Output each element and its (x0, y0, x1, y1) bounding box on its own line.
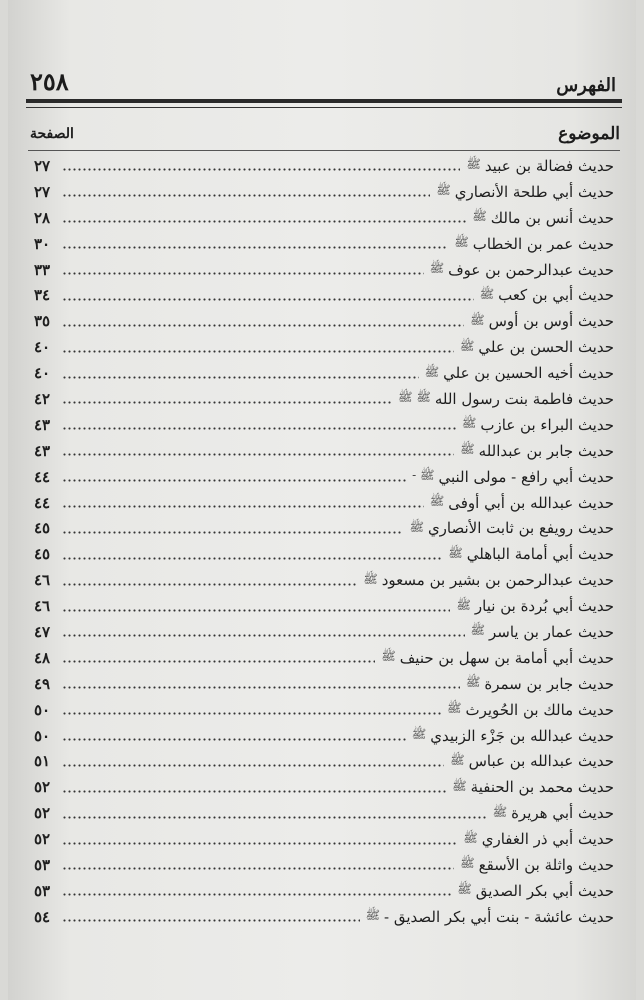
honorific-glyph-icon: ﷺ (448, 545, 463, 560)
dot-leader (62, 609, 450, 612)
dot-leader (62, 660, 375, 663)
toc-entry-page: ٤٥ (34, 519, 51, 538)
honorific-glyph-icon: ﷺ - (412, 468, 435, 483)
honorific-glyph-icon: ﷺ (470, 623, 486, 638)
toc-entry (34, 619, 614, 645)
table-of-contents (34, 153, 614, 930)
toc-entry-title: حديث عمار بن ياسر (489, 622, 614, 641)
book-page (8, 0, 636, 1000)
toc-entry (34, 904, 614, 930)
honorific-glyph-icon: ﷺ (472, 209, 487, 224)
dot-leader (62, 350, 454, 353)
toc-entry-title: حديث واثلة بن الأسقع (478, 855, 614, 874)
toc-entry-title: حديث رويفع بن ثابت الأنصاري (427, 519, 614, 538)
dot-leader (62, 583, 357, 586)
dot-leader (62, 919, 360, 922)
toc-entry (34, 774, 614, 800)
toc-entry-title: حديث فاطمة بنت رسول الله (434, 389, 614, 408)
column-page-label: الصفحة (30, 126, 74, 142)
toc-entry-title: حديث أبي هريرة (511, 804, 614, 823)
honorific-glyph-icon: ﷺ (470, 312, 485, 327)
honorific-glyph-icon: ﷺ (461, 416, 477, 431)
toc-entry (34, 541, 614, 567)
toc-entry-page: ٢٧ (34, 182, 51, 201)
honorific-glyph-icon: ﷺ (409, 519, 424, 534)
honorific-glyph-icon: ﷺ (450, 752, 465, 767)
toc-entry-page: ٢٨ (34, 208, 51, 227)
toc-entry (34, 490, 614, 516)
honorific-glyph-icon: ﷺ (457, 882, 472, 897)
toc-entry-page: ٣٠ (34, 234, 51, 253)
toc-entry-page: ٥٢ (34, 804, 51, 823)
toc-entry-title: حديث عبدالرحمن بن عوف (448, 260, 614, 279)
toc-entry-page: ٤٨ (34, 648, 51, 667)
honorific-glyph-icon: ﷺ (411, 727, 427, 742)
toc-entry (34, 697, 614, 723)
toc-entry (34, 515, 614, 541)
toc-entry-page: ٤٠ (34, 338, 51, 357)
toc-entry-page: ٤٠ (34, 364, 51, 383)
toc-entry-title: حديث أخيه الحسين بن علي (443, 364, 614, 383)
toc-entry (34, 205, 614, 231)
page-number: ٢٥٨ (30, 67, 69, 96)
toc-entry (34, 334, 614, 360)
honorific-glyph-icon: ﷺ (460, 442, 475, 457)
toc-entry-page: ٤٣ (34, 415, 51, 434)
toc-entry-title: حديث أبي طلحة الأنصاري (454, 182, 614, 201)
toc-entry (34, 438, 614, 464)
column-header-rule (28, 150, 620, 151)
toc-entry-title: حديث أبي أمامة بن سهل بن حنيف (399, 648, 614, 667)
dot-leader (62, 479, 406, 482)
dot-leader (62, 764, 444, 767)
dot-leader (62, 531, 403, 534)
toc-entry-title: حديث عبدالله بن عباس (468, 752, 614, 771)
toc-entry-page: ٣٥ (34, 312, 51, 331)
toc-entry (34, 464, 614, 490)
dot-leader (62, 712, 441, 715)
toc-entry (34, 671, 614, 697)
header-rule-thick (26, 99, 622, 103)
toc-entry-title: حديث الحسن بن علي (478, 338, 614, 357)
toc-entry (34, 826, 614, 852)
honorific-glyph-icon: ﷺ (465, 675, 481, 690)
dot-leader (62, 376, 419, 379)
toc-entry-page: ٣٤ (34, 286, 51, 305)
honorific-glyph-icon: ﷺ (452, 778, 467, 793)
toc-entry (34, 800, 614, 826)
toc-entry (34, 748, 614, 774)
toc-entry-page: ٤٤ (34, 467, 51, 486)
toc-entry-page: ٥٤ (34, 907, 51, 926)
toc-entry-page: ٥١ (34, 752, 51, 771)
toc-entry (34, 360, 614, 386)
toc-entry (34, 593, 614, 619)
dot-leader (62, 427, 456, 430)
toc-entry (34, 282, 614, 308)
toc-entry (34, 257, 614, 283)
dot-leader (62, 686, 460, 689)
dot-leader (62, 816, 487, 819)
dot-leader (62, 194, 430, 197)
honorific-glyph-icon: ﷺ (454, 235, 469, 250)
header-rule-thin (26, 107, 622, 108)
honorific-glyph-icon: ﷺ (436, 183, 451, 198)
honorific-glyph-icon: ﷺ (459, 338, 475, 353)
toc-entry-page: ٥٠ (34, 726, 51, 745)
honorific-glyph-icon: ﷺ (460, 856, 475, 871)
toc-entry (34, 878, 614, 904)
honorific-glyph-icon: ﷺ (429, 494, 445, 509)
toc-entry-title: حديث عائشة - بنت أبي بكر الصديق - (384, 907, 614, 926)
dot-leader (62, 298, 474, 301)
toc-entry-page: ٤٢ (34, 389, 51, 408)
toc-entry (34, 852, 614, 878)
toc-entry-title: حديث عبدالرحمن بن بشير بن مسعود (381, 571, 614, 590)
toc-entry-page: ٥٢ (34, 778, 51, 797)
dot-leader (62, 634, 465, 637)
dot-leader (62, 505, 424, 508)
dot-leader (62, 220, 466, 223)
honorific-glyph-icon: ﷺ ﷺ (398, 390, 431, 405)
toc-entry (34, 308, 614, 334)
dot-leader (62, 453, 454, 456)
dot-leader (62, 168, 460, 171)
toc-entry-title: حديث مالك بن الحُويرث (465, 700, 614, 719)
toc-entry-page: ٤٦ (34, 571, 51, 590)
toc-entry-title: حديث فضالة بن عبيد (484, 156, 614, 175)
toc-entry-page: ٥٠ (34, 700, 51, 719)
honorific-glyph-icon: ﷺ (456, 597, 471, 612)
toc-entry-page: ٤٤ (34, 493, 51, 512)
honorific-glyph-icon: ﷺ (365, 908, 380, 923)
honorific-glyph-icon: ﷺ (381, 649, 396, 664)
toc-entry-title: حديث محمد بن الحنفية (470, 778, 614, 797)
column-topic-label: الموضوع (558, 124, 620, 144)
dot-leader (62, 893, 451, 896)
toc-entry-title: حديث البراء بن عازب (480, 415, 614, 434)
honorific-glyph-icon: ﷺ (492, 804, 508, 819)
honorific-glyph-icon: ﷺ (363, 571, 378, 586)
toc-entry-title: حديث أبي أمامة الباهلي (466, 545, 614, 564)
honorific-glyph-icon: ﷺ (466, 157, 481, 172)
toc-entry-title: حديث جابر بن سمرة (484, 674, 614, 693)
toc-entry-page: ٤٣ (34, 441, 51, 460)
toc-entry-title: حديث عبدالله بن أبي أوفى (448, 493, 614, 512)
page-header (30, 66, 616, 96)
dot-leader (62, 324, 464, 327)
dot-leader (62, 557, 442, 560)
toc-entry-page: ٤٧ (34, 622, 51, 641)
toc-entry-title: حديث أبي بُردة بن نيار (474, 597, 614, 616)
honorific-glyph-icon: ﷺ (429, 261, 445, 275)
toc-entry-page: ٤٩ (34, 674, 51, 693)
toc-entry (34, 231, 614, 257)
toc-entry-title: حديث أبي ذر الغفاري (481, 830, 614, 849)
toc-entry (34, 645, 614, 671)
dot-leader (62, 790, 446, 793)
honorific-glyph-icon: ﷺ (424, 364, 440, 379)
toc-entry-page: ٤٦ (34, 597, 51, 616)
toc-entry-title: حديث أبي بكر الصديق (475, 881, 614, 900)
toc-entry-page: ٥٢ (34, 830, 51, 849)
toc-entry-page: ٣٣ (34, 260, 51, 279)
toc-entry-title: حديث جابر بن عبدالله (478, 441, 614, 460)
running-title: الفهرس (556, 75, 616, 96)
toc-entry (34, 567, 614, 593)
honorific-glyph-icon: ﷺ (463, 830, 478, 845)
toc-entry-page: ٥٣ (34, 881, 51, 900)
toc-entry-page: ٢٧ (34, 156, 51, 175)
toc-entry-page: ٤٥ (34, 545, 51, 564)
honorific-glyph-icon: ﷺ (479, 286, 495, 301)
dot-leader (62, 272, 424, 275)
toc-entry-title: حديث أوس بن أوس (488, 312, 614, 331)
dot-leader (62, 842, 457, 845)
toc-entry (34, 723, 614, 749)
dot-leader (62, 246, 448, 249)
toc-entry-page: ٥٣ (34, 855, 51, 874)
honorific-glyph-icon: ﷺ (446, 701, 462, 716)
toc-entry-title: حديث أبي رافع - مولى النبي (438, 467, 614, 486)
dot-leader (62, 401, 392, 404)
toc-entry (34, 386, 614, 412)
toc-entry-title: حديث أبي بن كعب (498, 286, 614, 305)
toc-entry (34, 412, 614, 438)
dot-leader (62, 867, 454, 870)
toc-entry (34, 153, 614, 179)
dot-leader (62, 738, 406, 741)
toc-entry-title: حديث عمر بن الخطاب (472, 234, 614, 253)
toc-entry-title: حديث أنس بن مالك (490, 208, 614, 227)
toc-entry-title: حديث عبدالله بن جَزْء الزبيدي (430, 726, 614, 745)
toc-entry (34, 179, 614, 205)
column-header (30, 120, 620, 148)
